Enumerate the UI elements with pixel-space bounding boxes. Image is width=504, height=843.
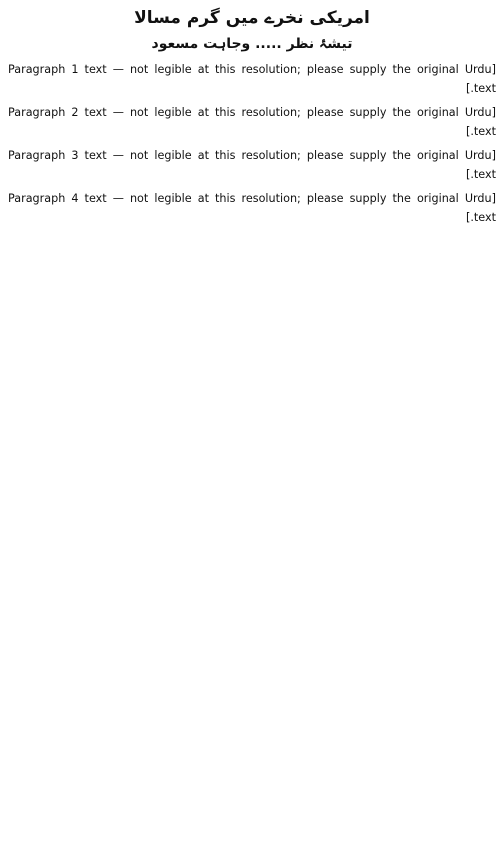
article-paragraph: [Paragraph 3 text — not legible at this resolution; please supply the original Urdu text.] bbox=[8, 149, 496, 181]
article-headline: امریکی نخرے میں گرم مسالا bbox=[134, 8, 370, 28]
article-byline: تیشۂ نظر ..... وجاہت مسعود bbox=[151, 36, 353, 52]
article-paragraph: [Paragraph 2 text — not legible at this resolution; please supply the original Urdu text.] bbox=[8, 106, 496, 138]
article-paragraph: [Paragraph 1 text — not legible at this resolution; please supply the original Urdu text.] bbox=[8, 63, 496, 95]
article-paragraph: [Paragraph 4 text — not legible at this resolution; please supply the original Urdu text.] bbox=[8, 192, 496, 224]
article-body bbox=[8, 60, 496, 227]
